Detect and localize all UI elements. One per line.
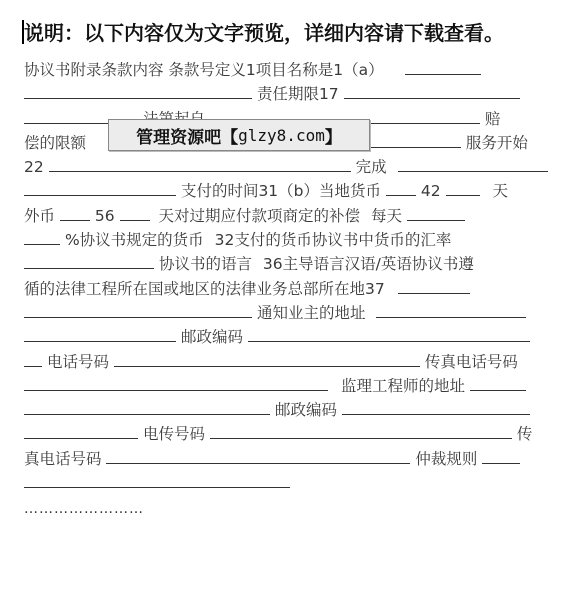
fill-blank	[405, 58, 481, 75]
fill-blank	[344, 82, 520, 99]
line-text: 天对过期应付款项商定的补偿	[158, 206, 361, 225]
line-text: 22	[24, 158, 44, 177]
line-text: 责任期限17	[256, 85, 339, 104]
fill-blank	[482, 447, 520, 464]
document-line-13	[24, 350, 550, 374]
document-line-9	[24, 252, 550, 276]
line-number: 42	[420, 182, 441, 201]
document-line-18	[24, 471, 550, 495]
document-line-2	[24, 82, 550, 106]
line-text: 通知业主的地址	[256, 303, 366, 322]
line-text: 循的法律工程所在国或地区的法律业务总部所在地37	[24, 279, 385, 298]
line-text: 传真电话号码	[424, 352, 518, 371]
fill-blank	[120, 204, 150, 221]
ellipsis-continuation: ……………………	[24, 501, 144, 518]
fill-blank	[386, 179, 416, 196]
fill-blank	[407, 204, 465, 221]
watermark-suffix: 】	[324, 127, 342, 148]
document-line-14	[24, 374, 550, 398]
line-text: 每天	[370, 206, 402, 225]
line-text: 协议书附录条款内容 条款号定义1项目名称是1（a）	[24, 61, 384, 79]
watermark-prefix: 管理资源吧【	[136, 127, 239, 148]
line-text: 邮政编码	[274, 401, 337, 420]
document-line-15	[24, 398, 550, 422]
fill-blank	[376, 301, 526, 318]
document-line-17	[24, 447, 550, 471]
document-line-5	[24, 155, 550, 179]
document-line-12	[24, 325, 550, 349]
line-text: 赔	[484, 109, 501, 128]
line-text: 外币	[24, 206, 56, 225]
document-line-8	[24, 228, 550, 252]
line-text: 邮政编码	[180, 328, 243, 347]
document-line-6	[24, 179, 550, 203]
fill-blank	[24, 325, 176, 342]
line-text: 支付的时间31（b）当地货币	[180, 182, 382, 201]
document-line-11	[24, 301, 550, 325]
line-text: 完成	[355, 158, 387, 177]
fill-blank	[24, 82, 252, 99]
fill-blank	[24, 301, 252, 318]
line-text: 36主导语言汉语/英语协议书遵	[262, 255, 474, 274]
line-text: 协议书的语言	[158, 255, 252, 274]
line-text: 电话号码	[46, 352, 109, 371]
watermark-banner	[108, 119, 370, 151]
fill-blank	[24, 398, 270, 415]
document-line-7	[24, 204, 550, 228]
line-text: 服务开始	[465, 133, 528, 152]
line-text: 监理工程师的地址	[340, 376, 465, 395]
line-number: 56	[94, 206, 115, 225]
document-line-16	[24, 422, 550, 446]
line-text: 天	[492, 182, 509, 201]
preview-notice: 说明：以下内容仅为文字预览，详细内容请下载查看。	[24, 21, 504, 45]
line-text: 偿的限额	[24, 133, 87, 152]
fill-blank	[24, 350, 42, 367]
line-text: 电传号码	[142, 425, 205, 444]
fill-blank	[49, 155, 351, 172]
document-line-10	[24, 277, 550, 301]
watermark-domain: glzy8.com	[238, 125, 325, 145]
fill-blank	[60, 204, 90, 221]
fill-blank	[106, 447, 410, 464]
fill-blank	[470, 374, 526, 391]
line-text: 传	[516, 425, 533, 444]
line-text: %协议书规定的货币	[64, 231, 204, 250]
fill-blank	[24, 228, 60, 245]
fill-blank	[398, 277, 470, 294]
fill-blank	[210, 422, 512, 439]
line-text: 32支付的货币协议书中货币的汇率	[214, 231, 452, 250]
line-text: 真电话号码	[24, 449, 102, 468]
fill-blank	[24, 471, 290, 488]
fill-blank	[24, 374, 328, 391]
fill-blank	[24, 422, 138, 439]
fill-blank	[248, 325, 530, 342]
line-text: 仲裁规则	[415, 449, 478, 468]
document-line-1	[24, 58, 550, 82]
fill-blank	[342, 398, 530, 415]
fill-blank	[446, 179, 480, 196]
fill-blank	[398, 155, 548, 172]
fill-blank	[24, 179, 176, 196]
fill-blank	[114, 350, 420, 367]
fill-blank	[24, 252, 154, 269]
